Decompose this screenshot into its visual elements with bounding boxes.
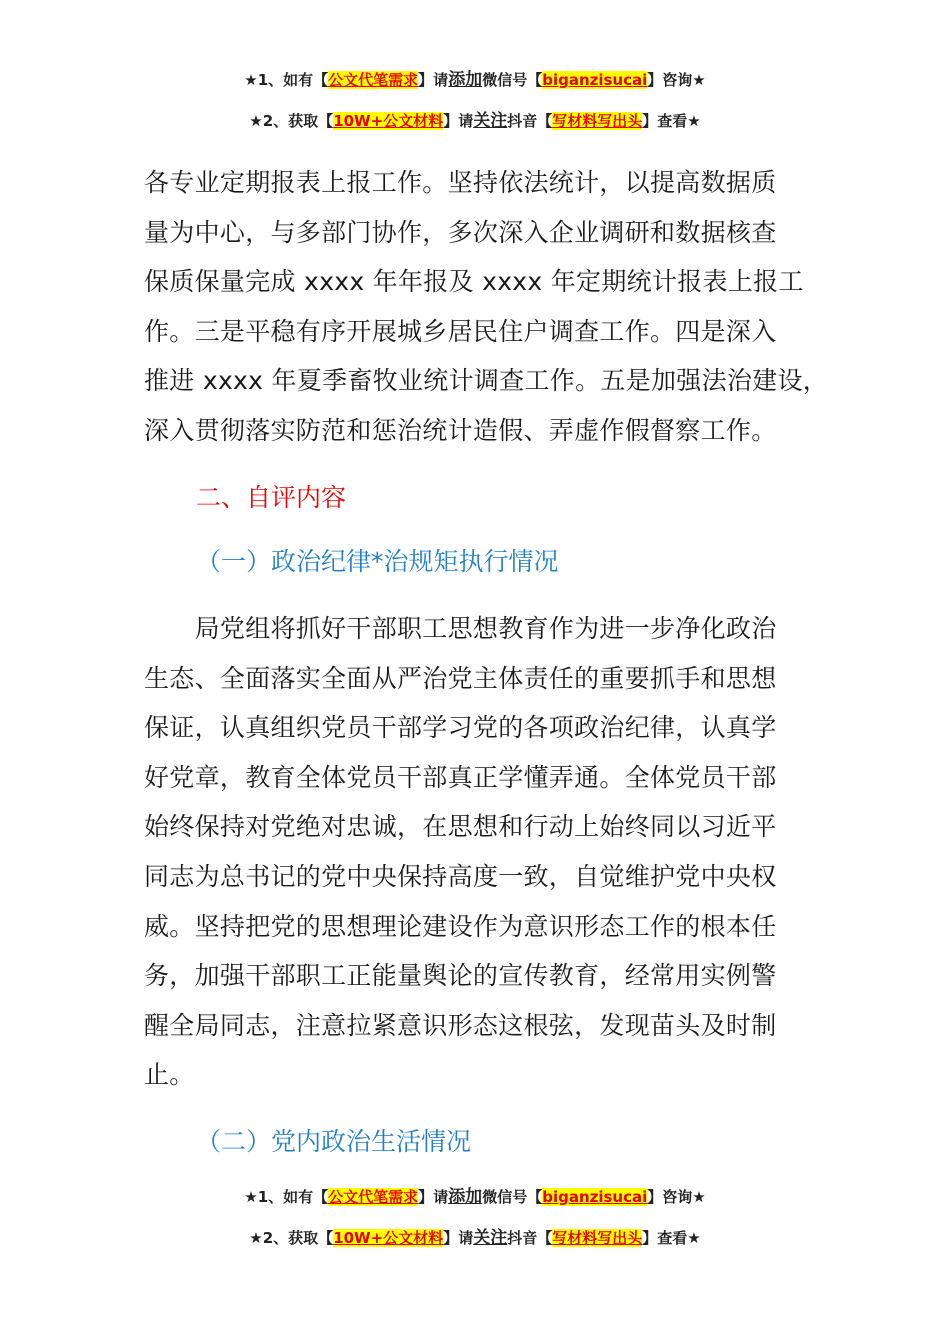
body-paragraph-2 (144, 604, 834, 1100)
promo-text: 】请 (418, 71, 449, 89)
promo-text: 】咨询★ (647, 1188, 706, 1206)
text-line: 止。 (144, 1060, 195, 1090)
subsection-heading-2: （二）党内政治生活情况 (196, 1127, 472, 1156)
text-line: 保质保量完成 xxxx 年年报及 xxxx 年定期统计报表上报工 (144, 267, 804, 297)
promo-douyin-id: 写材料写出头 (552, 1229, 643, 1247)
promo-text: 抖音【 (507, 112, 553, 130)
promo-text: ★2、获取【 (249, 112, 334, 130)
promo-text: 微信号【 (482, 71, 543, 89)
promo-text: 微信号【 (482, 1188, 543, 1206)
promo-highlight: 公文代笔需求 (328, 71, 419, 89)
text-line: 始终保持对党绝对忠诚，在思想和行动上始终同以习近平 (144, 812, 777, 842)
promo-wechat-id: biganzisucai (542, 71, 648, 89)
promo-line-1-bottom (0, 1186, 950, 1208)
promo-douyin-id: 写材料写出头 (552, 112, 643, 130)
text-line: 同志为总书记的党中央保持高度一致，自觉维护党中央权 (144, 861, 777, 891)
promo-highlight: 10W+公文材料 (333, 112, 444, 130)
promo-text: ★1、如有【 (244, 71, 329, 89)
text-line: 量为中心，与多部门协作，多次深入企业调研和数据核查 (144, 217, 777, 247)
promo-line-2-bottom (0, 1227, 950, 1249)
text-line: 保证，认真组织党员干部学习党的各项政治纪律，认真学 (144, 713, 777, 743)
promo-text: 抖音【 (507, 1229, 553, 1247)
body-paragraph-1 (144, 158, 834, 456)
text-line: 推进 xxxx 年夏季畜牧业统计调查工作。五是加强法治建设， (144, 366, 829, 396)
promo-emphasis: 添加 (448, 70, 483, 90)
promo-wechat-id: biganzisucai (542, 1188, 648, 1206)
promo-highlight: 10W+公文材料 (333, 1229, 444, 1247)
subsection-heading-1: （一）政治纪律*治规矩执行情况 (196, 547, 559, 576)
promo-text: 】查看★ (642, 112, 701, 130)
text-line: 各专业定期报表上报工作。坚持依法统计，以提高数据质 (144, 168, 777, 197)
promo-highlight: 公文代笔需求 (328, 1188, 419, 1206)
promo-text: 】请 (443, 1229, 474, 1247)
promo-text: 】请 (443, 112, 474, 130)
text-line: 深入贯彻落实防范和惩治统计造假、弄虚作假督察工作。 (144, 415, 777, 445)
promo-emphasis: 添加 (448, 1187, 483, 1207)
text-line: 务，加强干部职工正能量舆论的宣传教育，经常用实例警 (144, 961, 777, 991)
promo-emphasis: 关注 (473, 111, 508, 131)
text-line: 威。坚持把党的思想理论建设作为意识形态工作的根本任 (144, 911, 777, 941)
section-heading: 二、自评内容 (196, 483, 347, 512)
promo-text: 】请 (418, 1188, 449, 1206)
text-line: 作。三是平稳有序开展城乡居民住户调查工作。四是深入 (144, 316, 777, 346)
promo-text: 】咨询★ (647, 71, 706, 89)
promo-line-1-top (0, 69, 950, 91)
text-line: 醒全局同志，注意拉紧意识形态这根弦，发现苗头及时制 (144, 1010, 777, 1040)
text-line: 生态、全面落实全面从严治党主体责任的重要抓手和思想 (144, 663, 777, 693)
text-line: 好党章，教育全体党员干部真正学懂弄通。全体党员干部 (144, 762, 777, 792)
promo-emphasis: 关注 (473, 1228, 508, 1248)
text-line: 局党组将抓好干部职工思想教育作为进一步净化政治 (144, 614, 777, 643)
promo-line-2-top (0, 110, 950, 132)
promo-text: 】查看★ (642, 1229, 701, 1247)
promo-text: ★1、如有【 (244, 1188, 329, 1206)
promo-text: ★2、获取【 (249, 1229, 334, 1247)
